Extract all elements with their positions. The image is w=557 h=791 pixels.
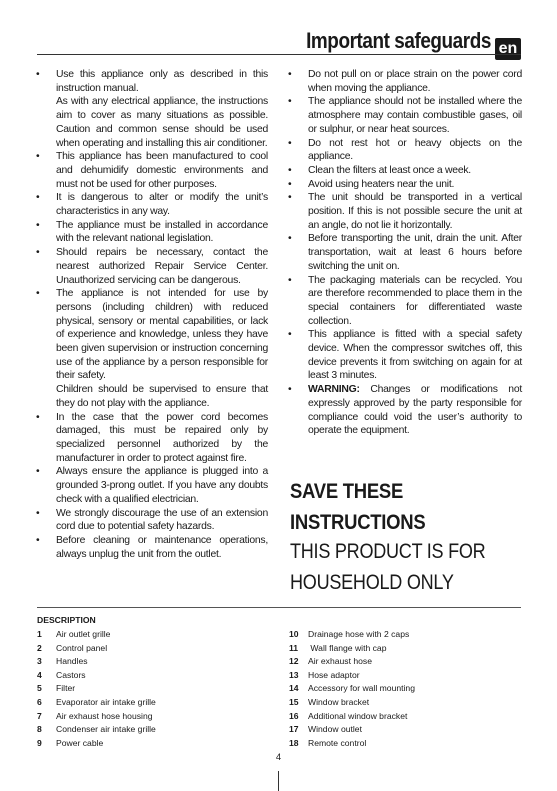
safeguard-text: Clean the filters at least once a week. (308, 164, 471, 176)
part-item (289, 669, 415, 683)
part-item (289, 682, 415, 696)
safeguard-text: Use this appliance only as described in this instruction manual. (56, 69, 268, 94)
parts-list-left (37, 628, 156, 750)
safeguard-text: This appliance is fitted with a special safety device. When the compressor switches off, this device prevents it from switching on again for at least 3 minutes. (308, 329, 522, 382)
safeguard-item (288, 178, 522, 192)
safeguard-text: The appliance should not be installed where the atmosphere may contain combustible gases, oil or sulphur, or near heat sources. (308, 96, 522, 135)
part-item (289, 628, 415, 642)
part-label: Additional window bracket (308, 710, 408, 721)
safeguard-text: Before transporting the unit, drain the unit. After transportation, wait at least 6 hours before switching the unit on. (308, 233, 522, 272)
safeguard-item (288, 328, 522, 383)
part-item (37, 682, 156, 696)
part-label: Air exhaust hose (308, 656, 373, 667)
part-label: Remote control (308, 737, 367, 748)
bullet-icon: • (36, 247, 40, 259)
bullet-icon: • (288, 384, 292, 396)
part-item (37, 669, 156, 683)
part-number: 3 (37, 656, 42, 667)
part-label: Handles (56, 656, 88, 667)
safeguard-item (288, 191, 522, 232)
part-number: 2 (37, 642, 42, 653)
part-item (289, 737, 415, 751)
safeguard-text: In the case that the power cord becomes damaged, this must be repaired only by specialized personnel authorized by the manufacturer in order to protect against fire. (56, 411, 268, 464)
bullet-icon: • (288, 192, 292, 204)
parts-list-right (289, 628, 415, 750)
safeguard-text: The appliance must be installed in accordance with the relevant national legislation. (56, 219, 268, 245)
bullet-icon: • (36, 219, 40, 231)
part-label: Window outlet (308, 724, 362, 735)
safeguard-item (36, 411, 268, 466)
part-label: Control panel (56, 642, 108, 653)
bullet-icon: • (36, 151, 40, 163)
part-item (289, 642, 415, 656)
part-item (37, 655, 156, 669)
part-label: Air exhaust hose housing (56, 710, 153, 721)
page-marker-line (278, 771, 279, 791)
safeguard-item (288, 95, 522, 136)
part-item (289, 723, 415, 737)
part-number: 10 (289, 629, 299, 639)
safeguard-item (288, 232, 522, 273)
household-only-notice (290, 536, 496, 598)
safeguard-text: Should repairs be necessary, contact the nearest authorized Repair Service Center. Unauthorized servicing can be dangerous. (56, 247, 268, 286)
page-number: 4 (275, 752, 282, 763)
part-number: 5 (37, 683, 42, 694)
safeguard-text: Children should be supervised to ensure that they do not play with the appliance. (56, 384, 268, 409)
part-label: Wall flange with cap (308, 642, 387, 653)
safeguard-item (36, 507, 268, 534)
bullet-icon: • (288, 96, 292, 108)
bullet-icon: • (288, 137, 292, 149)
bullet-icon: • (36, 192, 40, 204)
household-line-1: THIS PRODUCT IS FOR (290, 540, 486, 563)
safeguard-item (36, 465, 268, 506)
part-label: Drainage hose with 2 caps (308, 629, 410, 639)
safeguard-text: Do not pull on or place strain on the power cord when moving the appliance. (308, 69, 522, 94)
bullet-icon: • (36, 507, 40, 519)
bullet-icon: • (36, 69, 40, 80)
safeguard-item (36, 191, 268, 218)
left-safeguards-column (36, 68, 268, 561)
warning-label: WARNING: (308, 384, 360, 396)
part-number: 8 (37, 724, 42, 735)
part-item (289, 696, 415, 710)
warning-text: Changes or modifications not expressly approved by the party responsible for compliance could void the user’s authority to operate the equipment. (308, 384, 522, 437)
safeguard-item (288, 274, 522, 329)
part-number: 6 (37, 696, 42, 707)
safeguard-text: It is dangerous to alter or modify the unit’s characteristics in any way. (56, 192, 268, 218)
part-item (37, 628, 156, 642)
safeguard-item (288, 68, 522, 95)
safeguard-item (288, 164, 522, 178)
part-number: 12 (289, 656, 299, 667)
safeguard-item (36, 68, 268, 150)
safeguard-text: The unit should be transported in a vertical position. If this is not possible secure the unit at an angle, do not lie it horizontally. (308, 192, 522, 231)
part-number: 9 (37, 737, 42, 748)
safeguard-text: Do not rest hot or heavy objects on the appliance. (308, 137, 522, 163)
language-badge: en (495, 38, 521, 60)
safeguard-text: As with any electrical appliance, the instructions aim to cover as many situations as possible. Caution and common sense should be used when operating and installing this air conditioner. (56, 96, 268, 149)
bullet-icon: • (36, 534, 40, 546)
part-item (37, 737, 156, 751)
warning-item (288, 383, 522, 438)
bullet-icon: • (288, 164, 292, 176)
part-item (37, 642, 156, 656)
safeguard-text: Avoid using heaters near the unit. (308, 178, 455, 190)
safeguard-item (36, 287, 268, 410)
part-number: 16 (289, 710, 299, 721)
right-bullet-list (288, 68, 522, 383)
safeguard-item (36, 219, 268, 246)
bullet-icon: • (288, 329, 292, 341)
save-line-2: INSTRUCTIONS (290, 511, 426, 534)
safeguard-text: Always ensure the appliance is plugged into a grounded 3-prong outlet. If you have any doubts check with a qualified electrician. (56, 466, 268, 505)
part-item (289, 655, 415, 669)
right-safeguards-column (288, 68, 522, 438)
part-label: Condenser air intake grille (56, 724, 156, 735)
part-number: 17 (289, 724, 299, 735)
safeguard-text: Before cleaning or maintenance operations, always unplug the unit from the outlet. (56, 534, 268, 560)
part-number: 13 (289, 669, 299, 680)
bullet-icon: • (288, 69, 292, 80)
part-label: Hose adaptor (308, 669, 360, 680)
part-label: Filter (56, 683, 76, 694)
part-number: 18 (289, 737, 299, 748)
bullet-icon: • (36, 411, 40, 423)
description-heading: DESCRIPTION (37, 615, 96, 625)
title-divider (37, 54, 521, 55)
part-label: Castors (56, 669, 86, 680)
part-label: Accessory for wall mounting (308, 683, 415, 694)
part-label: Evaporator air intake grille (56, 696, 156, 707)
safeguard-item (288, 137, 522, 164)
part-number: 14 (289, 683, 299, 694)
part-item (37, 710, 156, 724)
safeguard-text: We strongly discourage the use of an extension cord due to potential safety hazards. (56, 507, 268, 533)
bullet-icon: • (36, 466, 40, 478)
part-item (37, 696, 156, 710)
part-label: Window bracket (308, 696, 370, 707)
save-instructions-notice (290, 476, 501, 538)
left-bullet-list (36, 68, 268, 561)
safeguard-text: This appliance has been manufactured to cool and dehumidify domestic environments and must not be used for other purposes. (56, 151, 268, 190)
save-line-1: SAVE THESE (290, 480, 404, 503)
household-line-2: HOUSEHOLD ONLY (290, 571, 454, 594)
part-number: 4 (37, 669, 42, 680)
part-number: 15 (289, 696, 299, 707)
part-label: Air outlet grille (56, 629, 111, 639)
part-number: 7 (37, 710, 42, 721)
bullet-icon: • (36, 288, 40, 300)
safeguard-item (36, 150, 268, 191)
part-item (37, 723, 156, 737)
bullet-icon: • (288, 274, 292, 286)
safeguard-text: The packaging materials can be recycled. You are therefore recommended to place them in the special containers for differentiated waste collection. (308, 274, 522, 327)
part-number: 11 (289, 642, 299, 653)
safeguard-item (36, 246, 268, 287)
part-number: 1 (37, 629, 42, 639)
part-label: Power cable (56, 737, 104, 748)
safeguard-item (36, 534, 268, 561)
description-divider (37, 607, 521, 608)
bullet-icon: • (288, 178, 292, 190)
page-title: Important safeguards (306, 28, 491, 53)
part-item (289, 710, 415, 724)
bullet-icon: • (288, 233, 292, 245)
safeguard-text: The appliance is not intended for use by persons (including children) with reduced physical, sensory or mental capabilities, or lack of experience and knowledge, unless they have been given supervision or instruction concerning use of the appliance by a person responsible for their safety. (56, 288, 268, 382)
